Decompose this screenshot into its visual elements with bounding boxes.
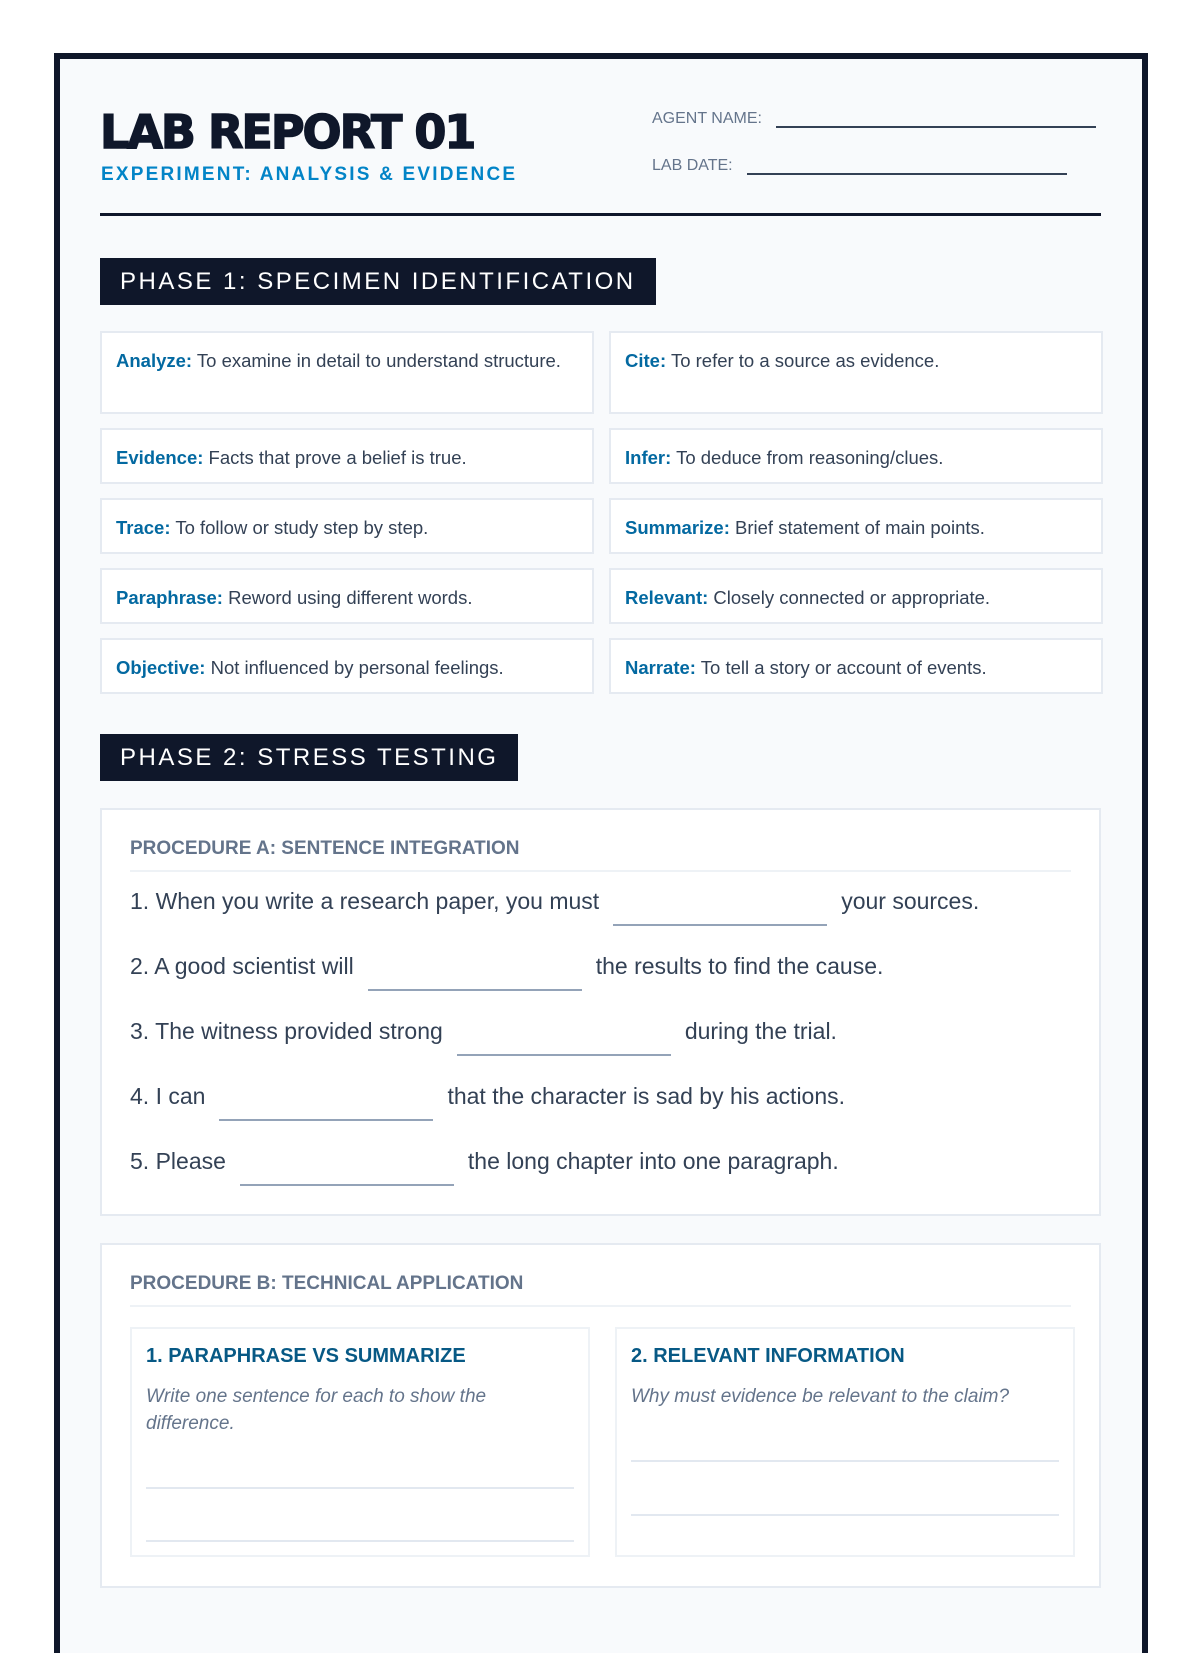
term-definition: To refer to a source as evidence. (670, 350, 940, 371)
term-definition: Closely connected or appropriate. (713, 587, 991, 608)
term-word: Objective: (116, 657, 206, 678)
lab-date-line[interactable] (747, 155, 1067, 175)
term-word: Paraphrase: (116, 587, 223, 608)
procedure-a-title: PROCEDURE A: SENTENCE INTEGRATION (130, 838, 520, 859)
agent-name-line[interactable] (776, 108, 1096, 128)
lab-date-field[interactable] (652, 155, 1067, 175)
header-divider (100, 213, 1101, 216)
question-text-before: 1. When you write a research paper, you must (130, 887, 600, 914)
term-word: Trace: (116, 517, 171, 538)
term-definition: To tell a story or account of events. (700, 657, 987, 678)
term-card (100, 331, 594, 414)
answer-line[interactable] (146, 1487, 574, 1489)
term-definition: Not influenced by personal feelings. (210, 657, 504, 678)
answer-blank[interactable] (613, 896, 827, 926)
term-word: Evidence: (116, 447, 204, 468)
question-text-before: 3. The witness provided strong (130, 1017, 443, 1044)
question-text-after: that the character is sad by his actions. (447, 1082, 846, 1109)
answer-blank[interactable] (219, 1091, 433, 1121)
procedure-b (100, 1243, 1101, 1588)
lab-date-label: LAB DATE: (652, 157, 733, 174)
page-subtitle: EXPERIMENT: ANALYSIS & EVIDENCE (101, 164, 518, 185)
term-definition: To deduce from reasoning/clues. (676, 447, 944, 468)
term-definition: To follow or study step by step. (175, 517, 429, 538)
relevant-information-card (615, 1327, 1075, 1557)
term-word: Summarize: (625, 517, 730, 538)
fill-in-question (130, 1146, 839, 1176)
term-card (609, 498, 1103, 554)
term-card (100, 638, 594, 694)
question-text-after: your sources. (841, 887, 980, 914)
fill-in-question (130, 951, 883, 981)
card-prompt: Write one sentence for each to show the difference. (146, 1386, 487, 1434)
term-card (609, 428, 1103, 484)
answer-blank[interactable] (457, 1026, 671, 1056)
term-word: Cite: (625, 350, 667, 371)
question-text-before: 4. I can (130, 1082, 206, 1109)
answer-blank[interactable] (240, 1156, 454, 1186)
term-word: Narrate: (625, 657, 696, 678)
fill-in-question (130, 1081, 845, 1111)
question-text-before: 5. Please (130, 1147, 226, 1174)
card-title: 2. RELEVANT INFORMATION (631, 1345, 905, 1367)
question-text-after: during the trial. (684, 1017, 837, 1044)
procedure-b-title: PROCEDURE B: TECHNICAL APPLICATION (130, 1273, 524, 1294)
fill-in-question (130, 1016, 837, 1046)
term-card (100, 498, 594, 554)
question-text-before: 2. A good scientist will (130, 952, 354, 979)
procedure-a (100, 808, 1101, 1216)
question-text-after: the results to find the cause. (595, 952, 884, 979)
term-card (609, 331, 1103, 414)
term-card (609, 568, 1103, 624)
term-definition: Brief statement of main points. (735, 517, 985, 538)
procedure-b-rule (130, 1305, 1071, 1307)
page-title: LAB REPORT 01 (100, 105, 475, 159)
answer-line[interactable] (631, 1514, 1059, 1516)
phase2-heading: PHASE 2: STRESS TESTING (100, 734, 518, 781)
term-word: Analyze: (116, 350, 193, 371)
phase1-heading: PHASE 1: SPECIMEN IDENTIFICATION (100, 258, 656, 305)
term-card (609, 638, 1103, 694)
term-word: Infer: (625, 447, 672, 468)
term-card (100, 568, 594, 624)
answer-line[interactable] (146, 1540, 574, 1542)
term-definition: Facts that prove a belief is true. (208, 447, 467, 468)
card-title: 1. PARAPHRASE VS SUMMARIZE (146, 1345, 466, 1367)
procedure-a-rule (130, 870, 1071, 872)
term-definition: To examine in detail to understand structure. (196, 350, 561, 371)
answer-line[interactable] (631, 1460, 1059, 1462)
fill-in-question (130, 886, 979, 916)
question-text-after: the long chapter into one paragraph. (467, 1147, 839, 1174)
term-card (100, 428, 594, 484)
agent-name-label: AGENT NAME: (652, 110, 762, 127)
term-definition: Reword using different words. (228, 587, 473, 608)
paraphrase-vs-summarize-card (130, 1327, 590, 1557)
answer-blank[interactable] (368, 961, 582, 991)
card-prompt: Why must evidence be relevant to the claim? (631, 1386, 1010, 1407)
agent-name-field[interactable] (652, 108, 1096, 128)
term-word: Relevant: (625, 587, 709, 608)
